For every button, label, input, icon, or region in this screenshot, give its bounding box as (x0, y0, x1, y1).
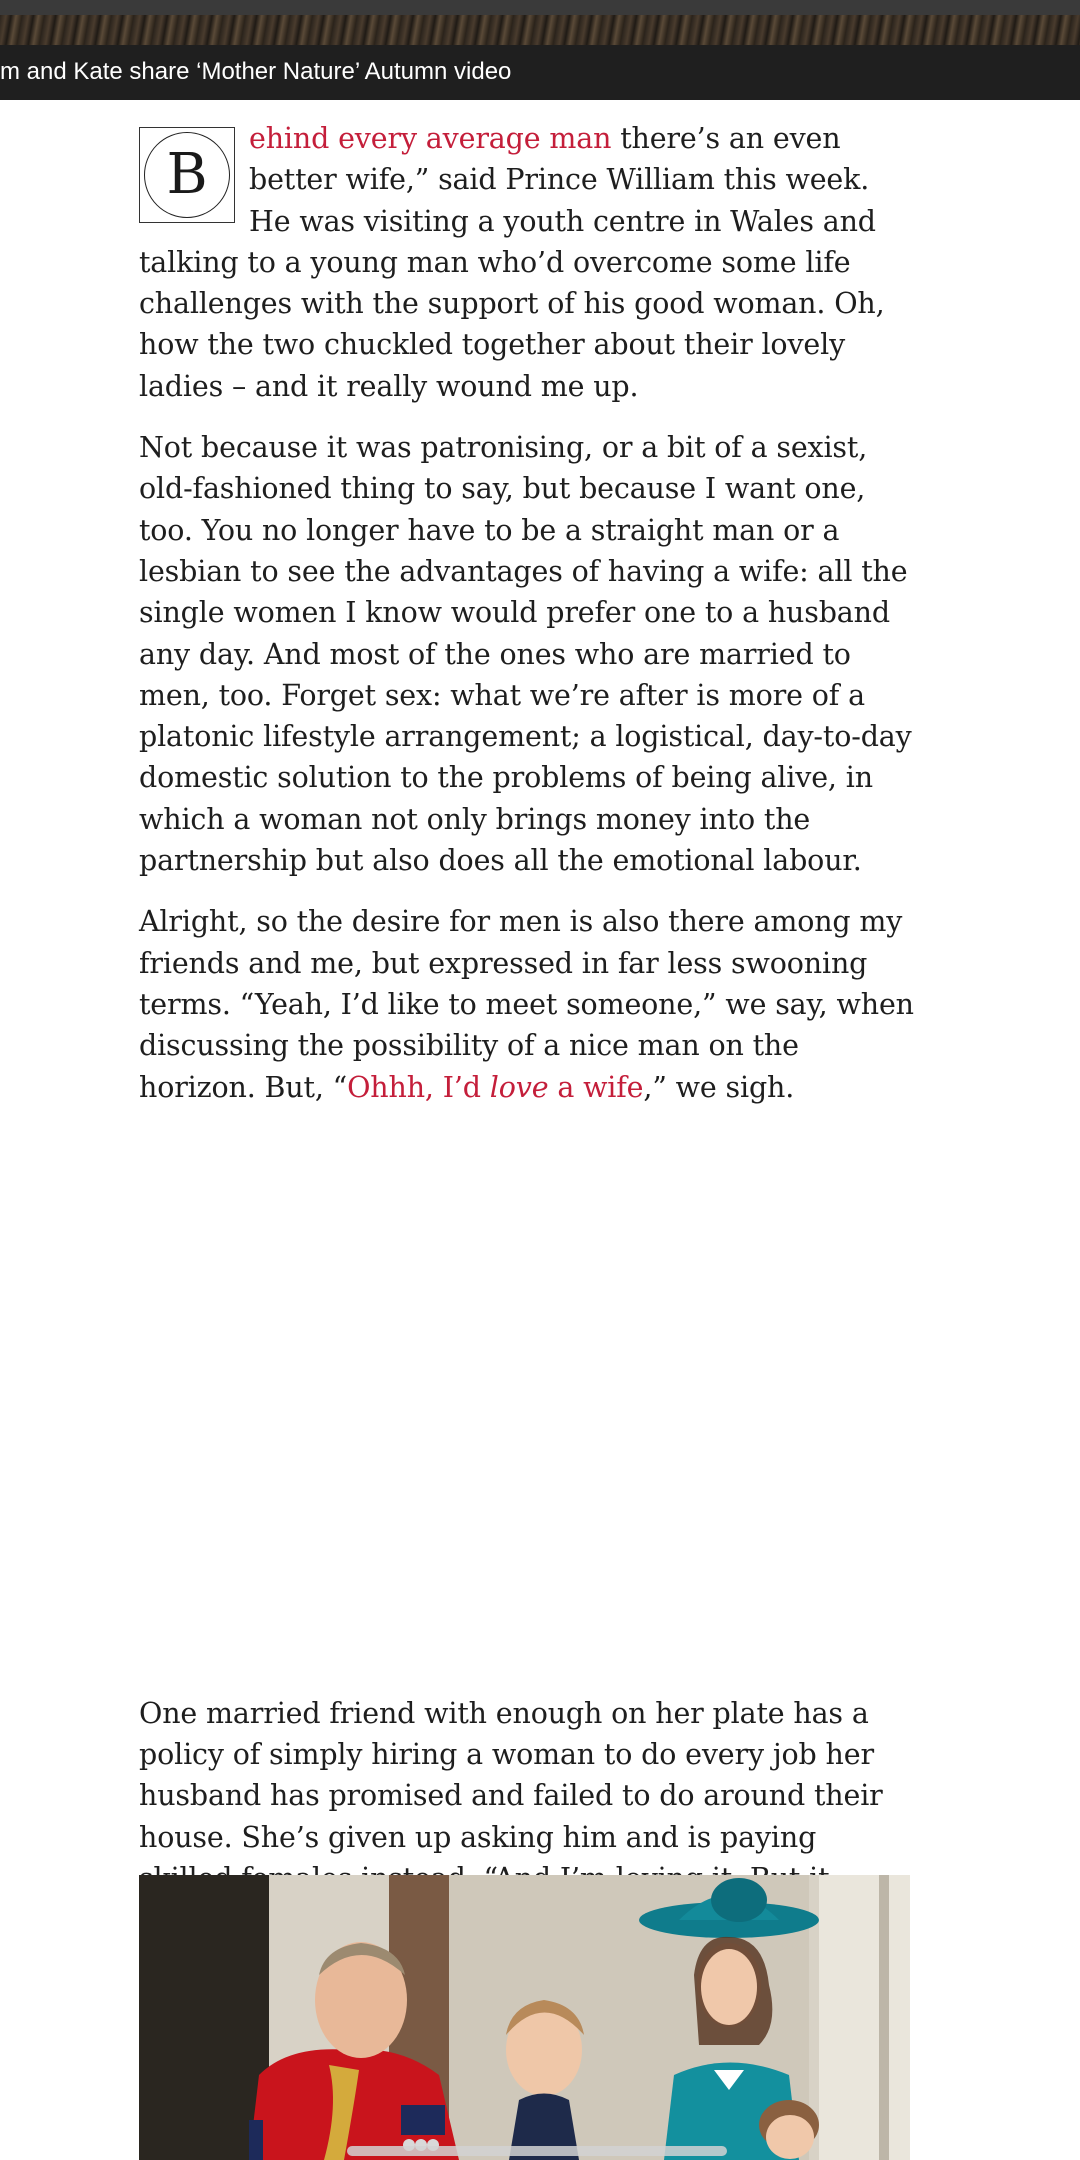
paragraph-3-end: ,” we sigh. (643, 1070, 795, 1104)
paragraph-3-text: Alright, so the desire for men is also there among my friends and me, but expressed in far less swooning terms. “Yeah, I’d like to meet someone,” we say, when discussing the possibility of a nice man on the horizon. But, “ (139, 905, 914, 1104)
hero-image-strip (0, 15, 1080, 45)
video-banner-title[interactable]: m and Kate share ‘Mother Nature’ Autumn video (0, 58, 512, 85)
link-text-emphasis[interactable]: love (489, 1070, 549, 1104)
article-paragraph-4: One married friend with enough on her plate has a policy of simply hiring a woman to do every job her husband has promised and failed to do around their house. She’s given up asking him and is paying (139, 1696, 883, 1854)
scroll-indicator[interactable] (347, 2146, 727, 2156)
link-text-a[interactable]: Ohhh, I’d (347, 1070, 490, 1104)
video-banner[interactable] (0, 45, 1080, 100)
drop-cap (139, 127, 235, 223)
ad-slot-blank (139, 1128, 914, 1693)
article-body (139, 118, 914, 1961)
royal-balcony-photo (139, 1875, 910, 2160)
article-photo[interactable] (139, 1875, 910, 2160)
drop-cap-letter: B (144, 132, 230, 218)
article-paragraph-1 (139, 118, 914, 407)
inline-link-average-man[interactable]: ehind every average man (249, 122, 612, 155)
paragraph-1-text: there’s an even better wife,” said Prince William this week. He was visiting a youth centre in Wales and talking to a young man who’d overcome some life challenges with the support of his good woman. Oh, how the two chuckled together about their lovely ladies – and it really wound me up. (139, 122, 885, 403)
inline-link-love-a-wife[interactable] (347, 1071, 643, 1104)
article-paragraph-2: Not because it was patronising, or a bit of a sexist, old-fashioned thing to say, but because I want one, too. You no longer have to be a straight man or a lesbian to see the advantages of having a wife: all the single women I know would prefer one to a husband any day. And most of the ones who are married to men, too. Forget sex: what we’re after is more of a platonic lifestyle arrangement; a logistical, day-to-day domestic solution to the problems of being alive, in which a woman not only brings money into the partnership but also does all the emotional labour. (139, 431, 912, 878)
link-text-b[interactable]: a wife (548, 1070, 644, 1104)
status-bar (0, 0, 1080, 15)
article-paragraph-3 (139, 901, 914, 1107)
